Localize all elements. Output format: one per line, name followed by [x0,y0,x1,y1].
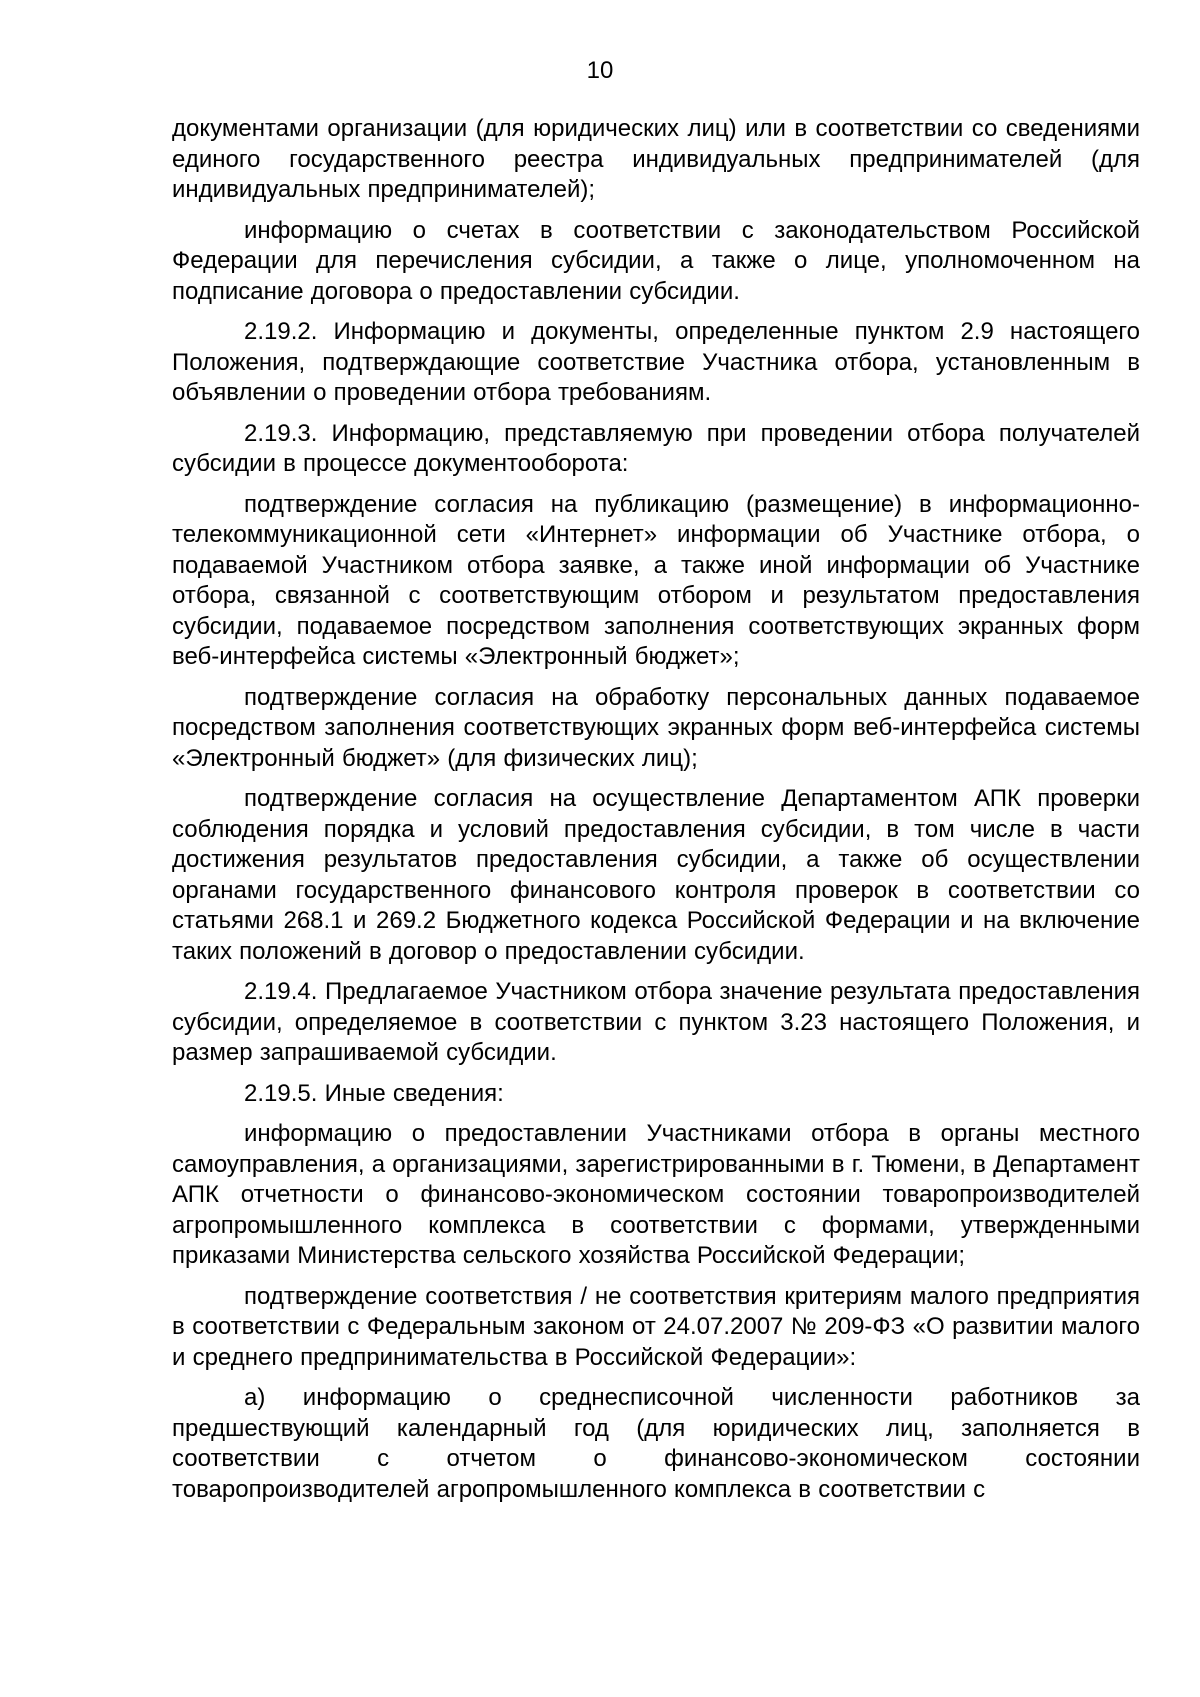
paragraph: 2.19.2. Информацию и документы, определенные пунктом 2.9 настоящего Положения, подтверждающие соответствие Участника отбора, установленным в объявлении о проведении отбора требованиям. [172,318,1140,406]
paragraph: а) информацию о среднесписочной численности работников за предшествующий календарный год (для юридических лиц, заполняется в соответствии с отчетом о финансово-экономическом состоянии товаропроизводителей агропромышленного комплекса в соответствии с [172,1384,1140,1503]
document-body [172,114,1140,1515]
paragraph: подтверждение согласия на обработку персональных данных подаваемое посредством заполнения соответствующих экранных форм веб-интерфейса системы «Электронный бюджет» (для физических лиц); [172,683,1140,772]
paragraph: подтверждение согласия на публикацию (размещение) в информационно-телекоммуникационной сети «Интернет» информации об Участнике отбора, о подаваемой Участником отбора заявке, а также иной информации об Участнике отбора, связанной с соответствующим отбором и результатом предоставления субсидии, подаваемое посредством заполнения соответствующих экранных форм веб-интерфейса системы «Электронный бюджет»; [172,490,1140,670]
paragraph: документами организации (для юридических лиц) или в соответствии со сведениями единого государственного реестра индивидуальных предпринимателей (для индивидуальных предпринимателей); [172,115,1140,203]
page-number: 10 [586,57,614,84]
paragraph: 2.19.4. Предлагаемое Участником отбора значение результата предоставления субсидии, определяемое в соответствии с пунктом 3.23 настоящего Положения, и размер запрашиваемой субсидии. [172,978,1140,1066]
paragraph: подтверждение соответствия / не соответствия критериям малого предприятия в соответствии с Федеральным законом от 24.07.2007 № 209-ФЗ «О развитии малого и среднего предпринимательства в Российской Федерации»: [172,1282,1140,1371]
paragraph: 2.19.3. Информацию, представляемую при проведении отбора получателей субсидии в процессе документооборота: [172,419,1140,477]
paragraph: информацию о счетах в соответствии с законодательством Российской Федерации для перечисления субсидии, а также о лице, уполномоченном на подписание договора о предоставлении субсидии. [172,216,1140,305]
paragraph: информацию о предоставлении Участниками отбора в органы местного самоуправления, а организациями, зарегистрированными в г. Тюмени, в Департамент АПК отчетности о финансово-экономическом состоянии товаропроизводителей агропромышленного комплекса в соответствии с формами, утвержденными приказами Министерства сельского хозяйства Российской Федерации; [172,1120,1140,1269]
paragraph: подтверждение согласия на осуществление Департаментом АПК проверки соблюдения порядка и условий предоставления субсидии, в том числе в части достижения результатов предоставления субсидии, а также об осуществлении органами государственного финансового контроля проверок в соответствии со статьями 268.1 и 269.2 Бюджетного кодекса Российской Федерации и на включение таких положений в договор о предоставлении субсидии. [172,785,1140,965]
paragraph: 2.19.5. Иные сведения: [244,1079,504,1107]
